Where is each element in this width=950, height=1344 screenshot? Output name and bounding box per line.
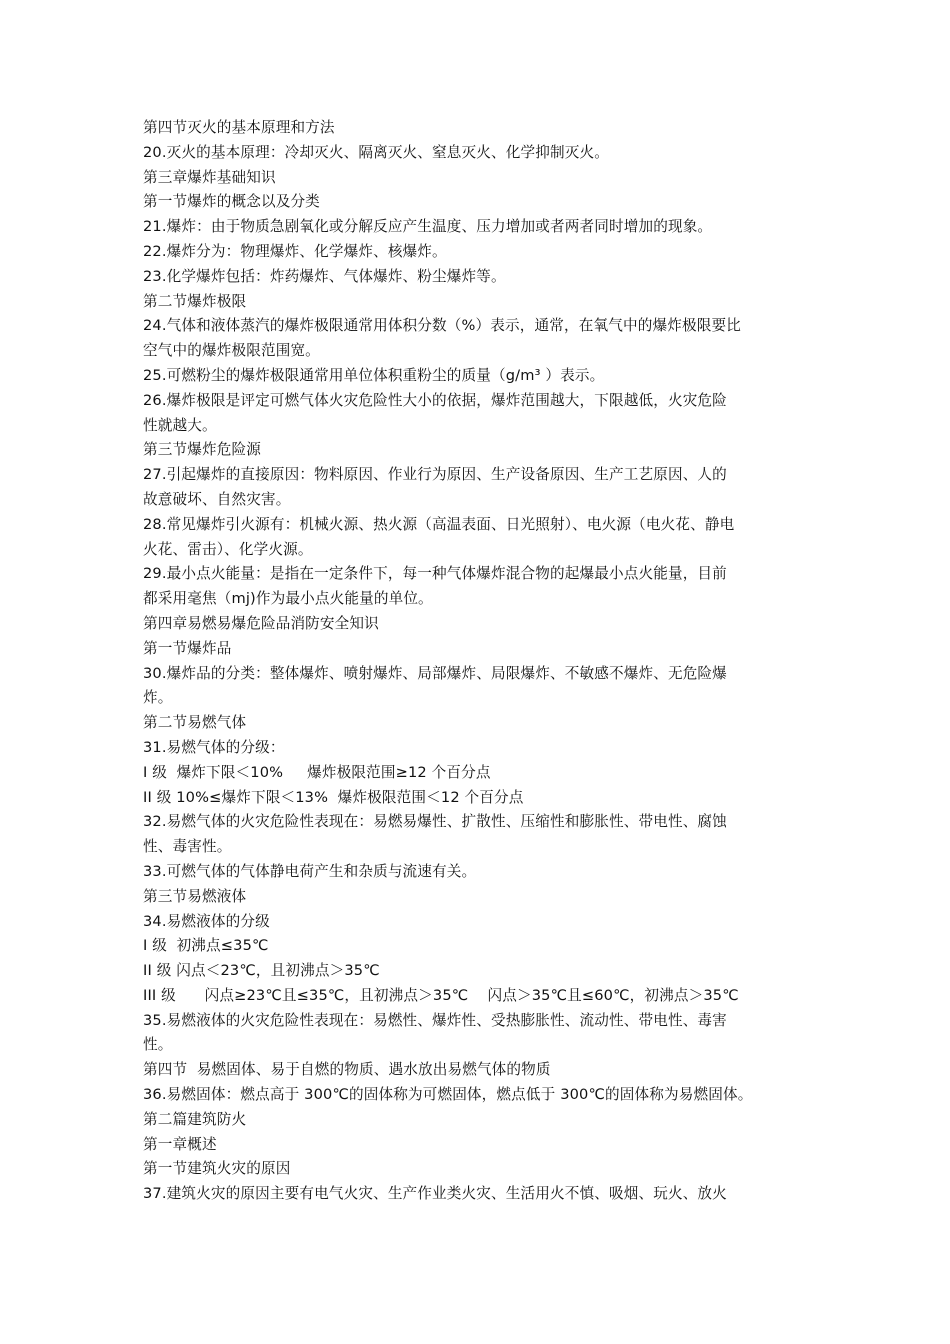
text-line: 29.最小点火能量：是指在一定条件下，每一种气体爆炸混合物的起爆最小点火能量，目前 [143, 565, 727, 583]
text-line: 第四节 易燃固体、易于自燃的物质、遇水放出易燃气体的物质 [143, 1061, 551, 1079]
text-line: 性就越大。 [143, 416, 217, 434]
text-line: 火花、雷击）、化学火源。 [143, 540, 313, 558]
text-line: II 级 10%≤爆炸下限＜13% 爆炸极限范围＜12 个百分点 [143, 788, 524, 806]
text-line: 24.气体和液体蒸汽的爆炸极限通常用体积分数（%）表示，通常，在氧气中的爆炸极限要比 [143, 317, 741, 335]
text-line: 故意破坏、自然灾害。 [143, 490, 291, 508]
text-line: 30.爆炸品的分类：整体爆炸、喷射爆炸、局部爆炸、局限爆炸、不敏感不爆炸、无危险爆 [143, 664, 727, 682]
document-body [143, 116, 811, 1207]
text-line: 性。 [143, 1036, 173, 1054]
text-line: 第四节灭火的基本原理和方法 [143, 119, 335, 136]
text-line: 都采用毫焦（mj)作为最小点火能量的单位。 [143, 590, 433, 608]
text-line: 25.可燃粉尘的爆炸极限通常用单位体积重粉尘的质量（g/m³ ）表示。 [143, 366, 605, 384]
text-line: 第一节爆炸品 [143, 639, 232, 657]
text-line: 空气中的爆炸极限范围宽。 [143, 342, 320, 360]
text-line: 34.易燃液体的分级 [143, 912, 270, 930]
text-line: 第二节爆炸极限 [143, 292, 247, 310]
text-line: 第三节易燃液体 [143, 887, 247, 905]
text-line: 炸。 [143, 689, 173, 707]
text-line: 33.可燃气体的气体静电荷产生和杂质与流速有关。 [143, 862, 477, 880]
text-line: 28.常见爆炸引火源有：机械火源、热火源（高温表面、日光照射）、电火源（电火花、静电 [143, 515, 735, 533]
text-line: II 级 闪点＜23℃，且初沸点＞35℃ [143, 962, 380, 980]
text-line: I 级 初沸点≤35℃ [143, 937, 269, 955]
text-line: 性、毒害性。 [143, 838, 232, 856]
text-line: 第一章概述 [143, 1135, 217, 1153]
text-line: 23.化学爆炸包括：炸药爆炸、气体爆炸、粉尘爆炸等。 [143, 267, 506, 285]
text-line: 21.爆炸：由于物质急剧氧化或分解反应产生温度、压力增加或者两者同时增加的现象。 [143, 218, 713, 236]
text-line: 第二篇建筑防火 [143, 1110, 247, 1128]
text-line: 第四章易燃易爆危险品消防安全知识 [143, 614, 379, 632]
text-line: 36.易燃固体：燃点高于 300℃的固体称为可燃固体，燃点低于 300℃的固体称为易燃固体。 [143, 1086, 753, 1104]
text-line: 第一节建筑火灾的原因 [143, 1160, 291, 1178]
text-line: 32.易燃气体的火灾危险性表现在：易燃易爆性、扩散性、压缩性和膨胀性、带电性、腐蚀 [143, 813, 727, 831]
text-line: 第二节易燃气体 [143, 714, 247, 732]
text-line: 35.易燃液体的火灾危险性表现在：易燃性、爆炸性、受热膨胀性、流动性、带电性、毒害 [143, 1011, 727, 1029]
text-line: III 级 闪点≥23℃且≤35℃，且初沸点＞35℃ 闪点＞35℃且≤60℃，初沸点＞35℃ [143, 986, 739, 1004]
text-line: 37.建筑火灾的原因主要有电气火灾、生产作业类火灾、生活用火不慎、吸烟、玩火、放火 [143, 1185, 727, 1203]
text-line: 22.爆炸分为：物理爆炸、化学爆炸、核爆炸。 [143, 242, 447, 260]
text-line: 第一节爆炸的概念以及分类 [143, 193, 320, 211]
text-line: I 级 爆炸下限＜10% 爆炸极限范围≥12 个百分点 [143, 763, 491, 781]
text-line: 27.引起爆炸的直接原因：物料原因、作业行为原因、生产设备原因、生产工艺原因、人的 [143, 466, 727, 484]
text-line: 20.灭火的基本原理：冷却灭火、隔离灭火、窒息灭火、化学抑制灭火。 [143, 143, 609, 161]
text-line: 第三章爆炸基础知识 [143, 168, 276, 186]
text-line: 26.爆炸极限是评定可燃气体火灾危险性大小的依据，爆炸范围越大，下限越低，火灾危险 [143, 391, 727, 409]
text-line: 第三节爆炸危险源 [143, 441, 261, 459]
text-line: 31.易燃气体的分级： [143, 738, 285, 756]
